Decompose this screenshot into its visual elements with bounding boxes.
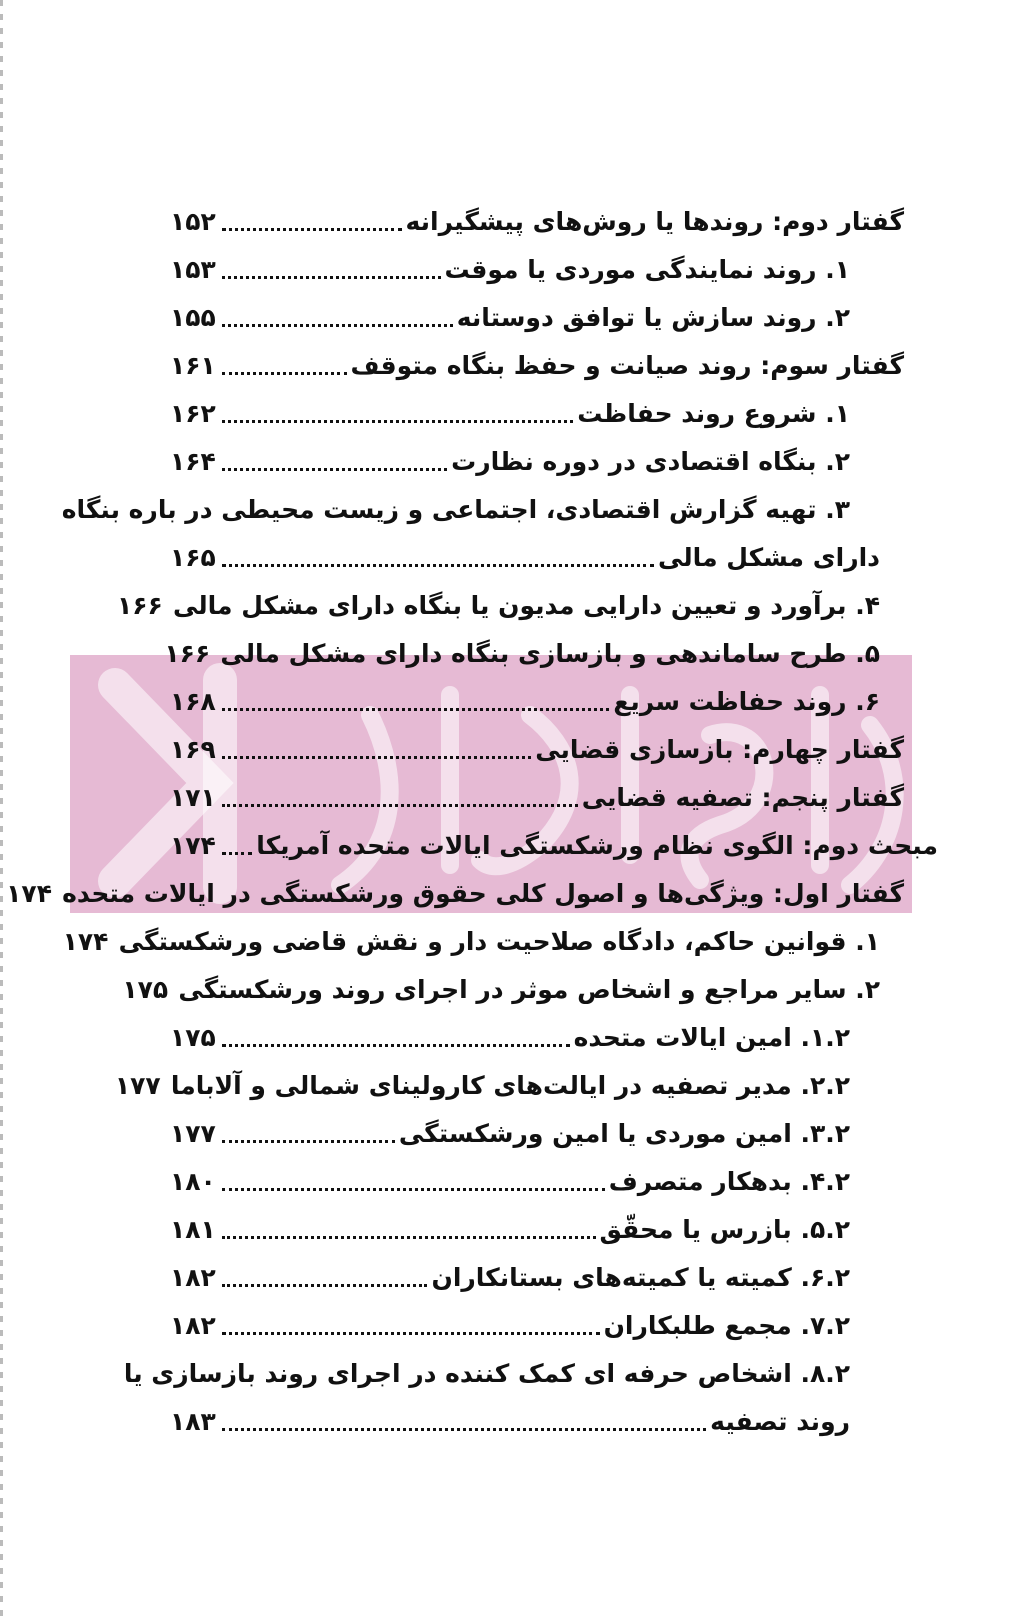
leader-dots (222, 228, 402, 231)
toc-entry (170, 1018, 850, 1058)
toc-entry-title: ۴.۲. بدهکار متصرف (608, 1167, 850, 1196)
toc-entry-title: ۵.۲. بازرس یا محقّق (599, 1215, 850, 1244)
toc-entry-page: ۱۶۲ (170, 399, 216, 428)
toc-entry-title: گفتار اول: ویژگی‌ها و اصول کلی حقوق ورشکستگی در ایالات متحده (62, 879, 904, 908)
toc-entry-page: ۱۶۶ (116, 591, 163, 620)
toc-entry-title: ۲. بنگاه اقتصادی در دوره نظارت (451, 447, 850, 476)
toc-entry (170, 682, 880, 722)
toc-entry (170, 1210, 850, 1250)
toc-entry (170, 442, 850, 482)
toc-entry-title: ۲. سایر مراجع و اشخاص موثر در اجرای روند ورشکستگی (178, 975, 880, 1004)
toc-entry-wrapped (123, 1354, 850, 1394)
toc-entry-page: ۱۷۱ (170, 783, 216, 812)
toc-entry-title: ۱. روند نمایندگی موردی یا موقت (444, 255, 850, 284)
toc-entry (170, 1162, 850, 1202)
toc-entry (170, 394, 850, 434)
toc-entry-page: ۱۷۴ (170, 831, 216, 860)
toc-entry-page: ۱۷۴ (62, 927, 109, 956)
leader-dots (222, 804, 578, 807)
toc-entry-title: ۵. طرح ساماندهی و بازسازی بنگاه دارای مشکل مالی (220, 639, 880, 668)
toc-entry (170, 1306, 850, 1346)
toc-entry-title: ۷.۲. مجمع طلبکاران (603, 1311, 850, 1340)
toc-entry-page: ۱۶۹ (170, 735, 216, 764)
leader-dots (222, 324, 453, 327)
leader-dots (222, 420, 573, 423)
leader-dots (222, 756, 531, 759)
toc-entry-page: ۱۶۶ (164, 639, 211, 668)
toc-entry-title: گفتار چهارم: بازسازی قضایی (535, 735, 904, 764)
toc-entry-page: ۱۷۷ (114, 1071, 161, 1100)
toc-entry-title: ۳. تهیه گزارش اقتصادی، اجتماعی و زیست محیطی در باره بنگاه (61, 495, 850, 524)
toc-entry (62, 922, 880, 962)
toc-entry (170, 538, 880, 578)
toc-entry (170, 1258, 850, 1298)
toc-entry-title: ۳.۲. امین موردی یا امین ورشکستگی (398, 1119, 850, 1148)
toc-entry-page: ۱۸۲ (170, 1311, 216, 1340)
toc-entry-page: ۱۷۵ (170, 1023, 216, 1052)
leader-dots (222, 1332, 600, 1335)
leader-dots (222, 372, 347, 375)
toc-entry (170, 202, 904, 242)
toc-entry-page: ۱۸۲ (170, 1263, 216, 1292)
toc-entry-page: ۱۷۵ (122, 975, 169, 1004)
toc-entry-title: ۱. شروع روند حفاظت (577, 399, 850, 428)
toc-entry (170, 346, 904, 386)
toc-entry-page: ۱۸۳ (170, 1407, 216, 1436)
toc-entry-title: گفتار پنجم: تصفیه قضایی (581, 783, 904, 812)
toc-entry-page: ۱۶۸ (170, 687, 216, 716)
toc-entry (6, 874, 904, 914)
toc-entry-page: ۱۷۴ (6, 879, 52, 908)
leader-dots (222, 1188, 605, 1191)
toc-entry-page: ۱۶۱ (170, 351, 216, 380)
toc-entry-title: دارای مشکل مالی (658, 543, 880, 572)
toc-entry-page: ۱۵۵ (170, 303, 216, 332)
leader-dots (222, 708, 609, 711)
toc-entry-title: ۶.۲. کمیته یا کمیته‌های بستانکاران (431, 1263, 850, 1292)
leader-dots (222, 1284, 427, 1287)
toc-entry (170, 250, 850, 290)
toc-entry (170, 298, 850, 338)
toc-entry (122, 970, 880, 1010)
toc-entry-page: ۱۶۴ (170, 447, 216, 476)
toc-entry (170, 826, 938, 866)
toc-entry-page: ۱۷۷ (170, 1119, 216, 1148)
toc-entry-title: گفتار دوم: روندها یا روش‌های پیشگیرانه (405, 207, 904, 236)
toc-entry-wrapped (61, 490, 850, 530)
toc-entry (170, 1402, 850, 1442)
toc-entry-title: ۶. روند حفاظت سریع (613, 687, 880, 716)
toc-entry-title: ۲. روند سازش یا توافق دوستانه (456, 303, 850, 332)
toc-entry (170, 1114, 850, 1154)
toc-entry (114, 1066, 850, 1106)
toc-entry-title: ۲.۲. مدیر تصفیه در ایالت‌های کارولینای شمالی و آلاباما (170, 1071, 850, 1100)
leader-dots (222, 1044, 570, 1047)
toc-entry-title: مبحث دوم: الگوی نظام ورشکستگی ایالات متحده آمریکا (256, 831, 938, 860)
toc-entry-page: ۱۶۵ (170, 543, 216, 572)
toc-entry-title: روند تصفیه (710, 1407, 850, 1436)
leader-dots (222, 1236, 596, 1239)
toc-entry-page: ۱۵۲ (170, 207, 216, 236)
toc-entry-title: گفتار سوم: روند صیانت و حفظ بنگاه متوقف (350, 351, 904, 380)
toc-entry (116, 586, 880, 626)
toc-entry (170, 730, 904, 770)
leader-dots (222, 468, 447, 471)
leader-dots (222, 1428, 706, 1431)
toc-entry-page: ۱۵۳ (170, 255, 216, 284)
toc-entry-page: ۱۸۰ (170, 1167, 216, 1196)
toc-entry-title: ۱. قوانین حاکم، دادگاه صلاحیت دار و نقش قاضی ورشکستگی (118, 927, 880, 956)
toc-entry (164, 634, 880, 674)
leader-dots (222, 276, 441, 279)
toc-entry-title: ۸.۲. اشخاص حرفه ای کمک کننده در اجرای روند بازسازی یا (123, 1359, 850, 1388)
leader-dots (222, 564, 654, 567)
leader-dots (222, 1140, 395, 1143)
toc-entry-title: ۱.۲. امین ایالات متحده (573, 1023, 850, 1052)
toc-entry (170, 778, 904, 818)
toc-entry-page: ۱۸۱ (170, 1215, 216, 1244)
toc-entry-title: ۴. برآورد و تعیین دارایی مدیون یا بنگاه دارای مشکل مالی (172, 591, 880, 620)
leader-dots (222, 852, 252, 855)
